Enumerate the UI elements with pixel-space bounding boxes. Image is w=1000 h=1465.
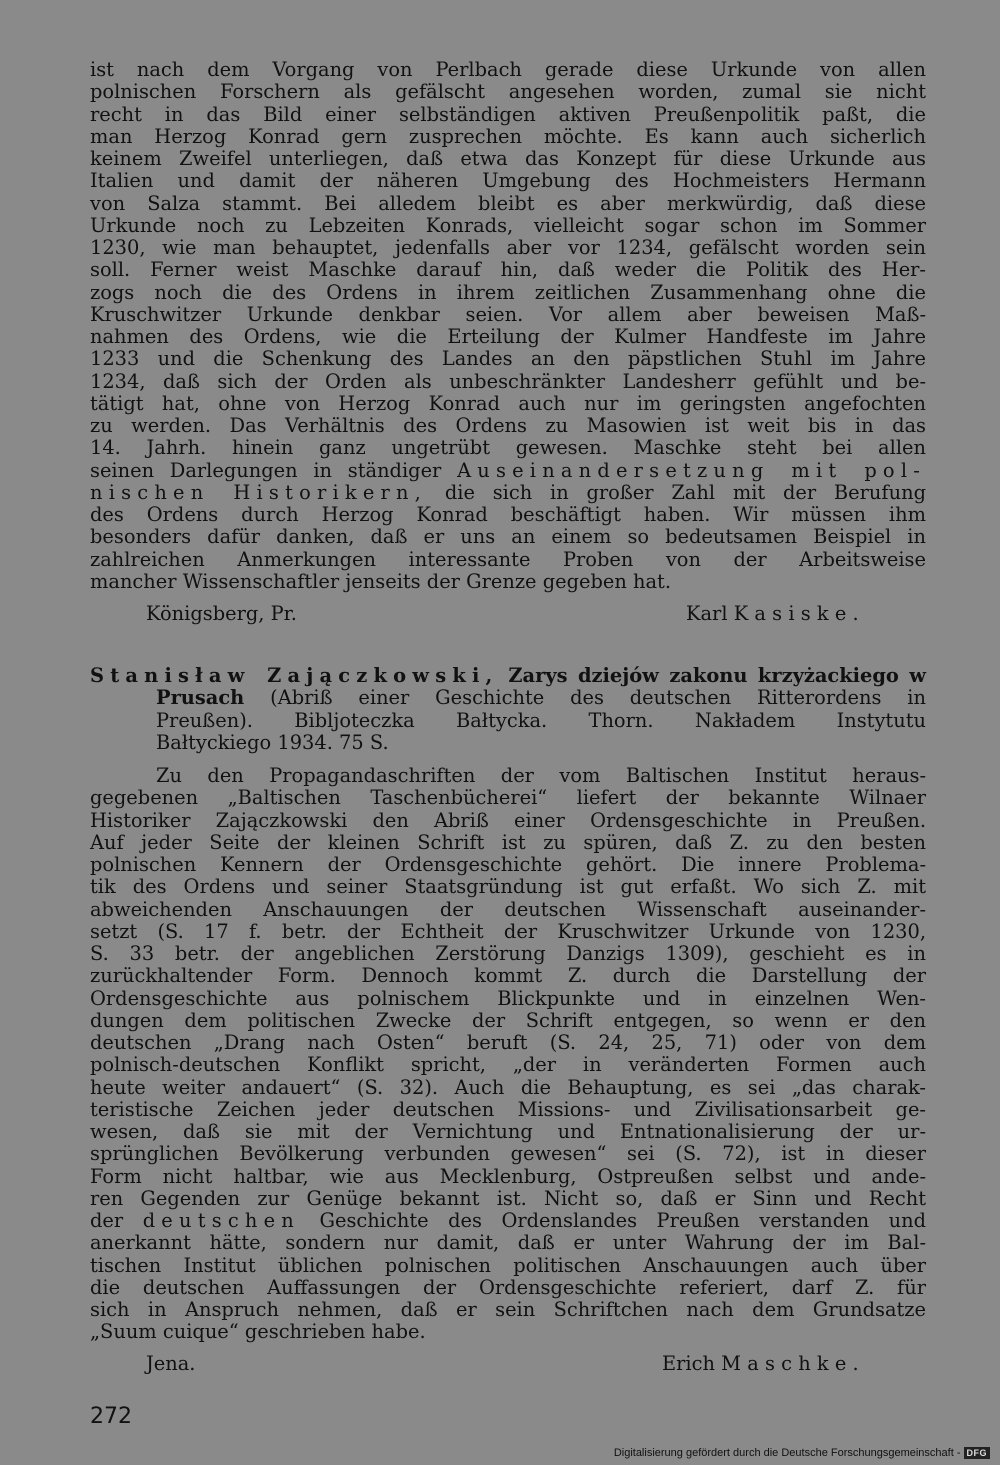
text-line: besonders dafür danken, daß er uns an einem so bedeutsamen Beispiel in: [90, 525, 926, 549]
review-maschke-body: [90, 765, 926, 1344]
author-last-name: Kasiske.: [733, 602, 865, 625]
text-line: ren Gegenden zur Genüge bekannt ist. Nicht so, daß er Sinn und Recht: [90, 1186, 926, 1210]
text-line: Historiker Zajączkowski den Abriß einer Ordensgeschichte in Preußen.: [90, 808, 926, 832]
spaced-emphasis: nischen Historikern,: [90, 480, 428, 504]
heading-line: Preußen). Bibljoteczka Bałtycka. Thorn. Nakładem Instytutu: [156, 708, 926, 732]
text-line: Zu den Propagandaschriften der vom Baltischen Institut heraus-: [156, 764, 926, 787]
text-line: Form nicht haltbar, wie aus Mecklenburg, Ostpreußen selbst und ande-: [90, 1164, 926, 1188]
text-line: des Ordens durch Herzog Konrad beschäftigt haben. Wir müssen ihm: [90, 503, 926, 526]
text-line: zahlreichen Anmerkungen interessante Proben von der Arbeitsweise: [90, 547, 926, 571]
text-line: soll. Ferner weist Maschke darauf hin, daß weder die Politik des Her-: [90, 258, 926, 282]
text-line: die deutschen Auffassungen der Ordensgeschichte referiert, darf Z. für: [90, 1275, 926, 1299]
text-segment: der: [90, 1209, 124, 1232]
text-line: keinem Zweifel unterliegen, daß etwa das Konzept für diese Urkunde aus: [90, 147, 926, 170]
reviewed-title: Zarys dziejów zakonu krzyżackiego w: [508, 664, 927, 687]
text-line: Ordensgeschichte aus polnischem Blickpunkte und in einzelnen Wen-: [90, 986, 926, 1010]
text-segment: seinen Darlegungen in ständiger: [90, 458, 442, 482]
text-line: [90, 1210, 926, 1232]
text-line: heute weiter andauert“ (S. 32). Auch die Behauptung, es sei „das charak-: [90, 1075, 926, 1099]
text-line: teristische Zeichen jeder deutschen Missions- und Zivilisationsarbeit ge-: [90, 1097, 926, 1121]
text-line: zurückhaltender Form. Dennoch kommt Z. durch die Darstellung der: [90, 964, 926, 988]
heading-line: Bałtyckiego 1934. 75 S.: [156, 730, 389, 754]
text-segment: die sich in großer Zahl mit der Berufung: [444, 480, 926, 504]
digitization-footer: [614, 1445, 990, 1461]
text-line: [90, 460, 926, 482]
signature-author: [686, 602, 865, 625]
dfg-logo: DFG: [964, 1447, 991, 1459]
text-line: deutschen „Drang nach Osten“ beruft (S. 24, 25, 71) oder von dem: [90, 1031, 926, 1054]
text-line: nahmen des Ordens, wie die Erteilung der Kulmer Handfeste im Jahre: [90, 325, 926, 348]
reviewed-author: Stanisław Zajączkowski,: [90, 664, 499, 687]
text-line: 1234, daß sich der Orden als unbeschränkter Landesherr gefühlt und be-: [90, 369, 926, 393]
text-line: mancher Wissenschaftler jenseits der Grenze gegeben hat.: [90, 569, 672, 593]
text-line: „Suum cuique“ geschrieben habe.: [90, 1320, 426, 1344]
text-line: anerkannt hätte, sondern nur damit, daß er unter Wahrung der im Bal-: [90, 1231, 926, 1255]
text-line: 1230, wie man behauptet, jedenfalls aber vor 1234, gefälscht worden sein: [90, 236, 926, 259]
reviewed-title-cont: Prusach: [156, 686, 245, 710]
signature-place: Königsberg, Pr.: [146, 602, 297, 625]
author-last-name: Maschke.: [721, 1352, 865, 1375]
text-line: polnischen Kennern der Ordensgeschichte gehört. Die innere Problema-: [90, 853, 926, 876]
spaced-emphasis: deutschen: [142, 1209, 300, 1232]
page-number: 272: [90, 1404, 132, 1429]
signature-author: [662, 1352, 865, 1375]
text-line: 14. Jahrh. hinein ganz ungetrübt gewesen. Maschke steht bei allen: [90, 436, 926, 460]
text-line: S. 33 betr. der angeblichen Zerstörung Danzigs 1309), geschieht es in: [90, 942, 926, 965]
review-kasiske-body: [90, 59, 926, 593]
text-line: ist nach dem Vorgang von Perlbach gerade diese Urkunde von allen: [90, 58, 926, 81]
text-line: von Salza stammt. Bei alledem bleibt es aber merkwürdig, daß diese: [90, 191, 926, 215]
text-line: tischen Institut üblichen polnischen politischen Anschauungen auch über: [90, 1253, 926, 1277]
text-line: abweichenden Anschauungen der deutschen Wissenschaft auseinander-: [90, 897, 926, 921]
text-line: polnisch-deutschen Konflikt spricht, „der in veränderten Formen auch: [90, 1053, 926, 1077]
author-first-name: Erich: [662, 1352, 715, 1375]
text-line: zu werden. Das Verhältnis des Ordens zu Masowien ist weit bis in das: [90, 414, 926, 437]
text-line: sprünglichen Bevölkerung verbunden gewesen“ sei (S. 72), ist in dieser: [90, 1142, 926, 1166]
signature-maschke: [90, 1352, 926, 1380]
signature-place: Jena.: [146, 1352, 196, 1375]
text-line: man Herzog Konrad gern zusprechen möchte. Es kann auch sicherlich: [90, 124, 926, 148]
text-line: recht in das Bild einer selbständigen aktiven Preußenpolitik paßt, die: [90, 102, 926, 126]
text-line: sich in Anspruch nehmen, daß er sein Schriftchen nach dem Grundsatze: [90, 1298, 926, 1321]
text-segment: Geschichte des Ordenslandes Preußen verstanden und: [319, 1209, 926, 1232]
text-line: 1233 und die Schenkung des Landes an den päpstlichen Stuhl im Jahre: [90, 347, 926, 371]
text-line: tätigt hat, ohne von Herzog Konrad auch nur im geringsten angefochten: [90, 391, 926, 415]
text-line: Urkunde noch zu Lebzeiten Konrads, vielleicht sogar schon im Sommer: [90, 213, 926, 237]
author-first-name: Karl: [686, 602, 728, 625]
footer-text: Digitalisierung gefördert durch die Deutsche Forschungsgemeinschaft -: [613, 1447, 961, 1459]
text-line: dungen dem politischen Zwecke der Schrift entgegen, so wenn er den: [90, 1008, 926, 1032]
text-line: gegebenen „Baltischen Taschenbücherei“ liefert der bekannte Wilnaer: [90, 786, 926, 810]
text-line: tik des Ordens und seiner Staatsgründung ist gut erfaßt. Wo sich Z. mit: [90, 875, 926, 899]
signature-kasiske: [90, 602, 926, 630]
text-line: wesen, daß sie mit der Vernichtung und Entnationalisierung der ur-: [90, 1120, 926, 1143]
text-line: zogs noch die des Ordens in ihrem zeitlichen Zusammenhang ohne die: [90, 280, 926, 304]
heading-line: [90, 687, 926, 709]
text-line: setzt (S. 17 f. betr. der Echtheit der Kruschwitzer Urkunde von 1230,: [90, 919, 926, 943]
text-line: [90, 482, 926, 504]
heading-line: [90, 665, 926, 687]
text-line: Italien und damit der näheren Umgebung des Hochmeisters Hermann: [90, 169, 926, 193]
spaced-emphasis: Auseinandersetzung mit pol-: [457, 458, 926, 482]
text-line: polnischen Forschern als gefälscht angesehen worden, zumal sie nicht: [90, 80, 926, 104]
review-heading: [90, 665, 926, 754]
text-line: Auf jeder Seite der kleinen Schrift ist zu spüren, daß Z. zu den besten: [90, 830, 926, 854]
text-line: Kruschwitzer Urkunde denkbar seien. Vor allem aber beweisen Maß-: [90, 302, 926, 326]
title-translation: (Abriß einer Geschichte des deutschen Ritterordens in: [270, 686, 926, 710]
